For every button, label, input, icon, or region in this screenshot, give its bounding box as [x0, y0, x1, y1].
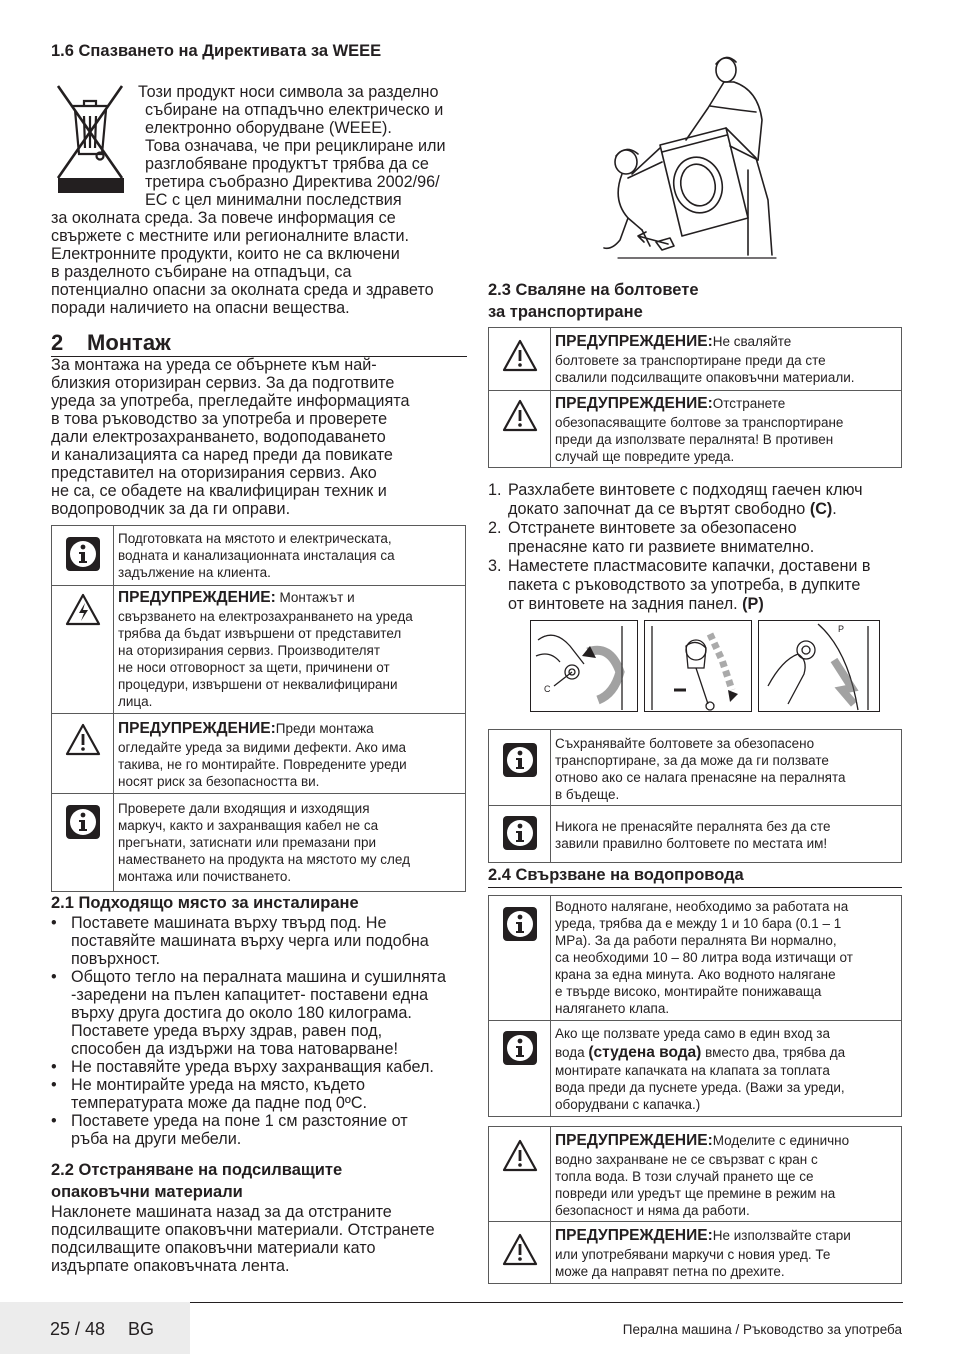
bullet: •	[51, 1058, 57, 1076]
text-line: уреда за употреба, прегледайте информацията	[51, 392, 410, 410]
text-line: Наклонете машината назад за да отстраните	[51, 1203, 392, 1221]
text-line: не са, се обадете на квалифициран техник и	[51, 482, 387, 500]
notice-line: Проверете дали входящия и изходящия	[118, 801, 370, 816]
warning-icon	[502, 1138, 538, 1174]
page-footer	[0, 1302, 954, 1354]
list-line: Не монтирайте уреда на място, където	[71, 1076, 366, 1094]
figure-panel-cap	[758, 620, 880, 712]
text-line: подсилващите опаковъчни материали. Отстранете	[51, 1221, 435, 1239]
list-line: Поставете уреда на поне 1 см разстояние от	[71, 1112, 408, 1130]
step-line: пренасяне като ги развиете внимателно.	[508, 538, 815, 556]
notice-line: маркуч, както и захранващия кабел не са	[118, 818, 379, 833]
page-number: 25 / 48	[50, 1319, 106, 1339]
list-line: Не поставяйте уреда върху захранващия кабел.	[71, 1058, 434, 1076]
info-table	[488, 895, 902, 1117]
section-2-3-heading: за транспортиране	[488, 303, 643, 321]
list-line: Общото тегло на пералната машина и сушилнята	[71, 968, 447, 986]
notice-line: Водното налягане, необходимо за работата на	[555, 899, 849, 914]
notice-line: в бъдеще.	[555, 787, 620, 802]
text-line: поради наличието на опасни вещества.	[51, 299, 350, 317]
section-2-1-heading: 2.1 Подходящо място за инсталиране	[51, 894, 359, 912]
figure-panel-pull	[644, 620, 752, 712]
notice-line: болтовете за транспортиране преди да сте	[555, 353, 826, 368]
notice-line: Никога не пренасяйте пералнята без да сте	[555, 819, 831, 834]
text-line: Това означава, че при рециклиране или	[145, 137, 446, 155]
text-line: водопроводчик за да ги оправи.	[51, 500, 291, 518]
notice-line: топла вода. В този случай прането ще се	[555, 1169, 814, 1184]
section-rule	[488, 887, 902, 888]
tilting-machine-illustration	[598, 50, 778, 265]
step-number: 2.	[488, 519, 502, 537]
notice-line: свързването на електрозахранването на уреда	[118, 609, 413, 624]
notice-line: носят риск за безопасността ви.	[118, 774, 320, 789]
weee-heading: 1.6 Спазването на Директивата за WEEE	[51, 42, 382, 60]
notice-line: задължение на клиента.	[118, 565, 271, 580]
text-line: издърпате опаковъчната лента.	[51, 1257, 290, 1275]
section-title: Монтаж	[87, 330, 171, 355]
list-line: способен да издържи на това натоварване!	[71, 1040, 398, 1058]
bullet: •	[51, 968, 57, 986]
list-line: повърхност.	[71, 950, 161, 968]
notice-line: вода (студена вода) вместо два, трябва да	[555, 1044, 846, 1061]
notice-line: транспортиране, за да може да ги ползвате	[555, 753, 829, 768]
text-line: дали електрозахранването, водоподаването	[51, 428, 386, 446]
notice-line: наместването на продукта на мястото му след	[118, 852, 410, 867]
info-icon	[65, 536, 101, 572]
notice-line: монтирате капачката на клапата за топлата	[555, 1063, 830, 1078]
info-icon	[502, 1030, 538, 1066]
notice-line: Подготовката на мястото и електрическата,	[118, 531, 392, 546]
notice-line: трябва да бъдат извършени от представител	[118, 626, 402, 641]
info-icon	[502, 742, 538, 778]
notice-line: Ако ще ползвате уреда само в един вход за	[555, 1026, 830, 1041]
notice-line: уреда, трябва да е между 1 и 10 бара (0.1 – 1	[555, 916, 842, 931]
text-line: близкия оторизиран сервиз. За да подготвите	[51, 374, 395, 392]
list-line: Поставете уреда върху здрав, равен под,	[71, 1022, 383, 1040]
notice-line: преди да използвате пералнята! В противен	[555, 432, 834, 447]
document-title: Перална машина / Ръководство за употреба	[622, 1322, 902, 1337]
notice-line: огледайте уреда за видими дефекти. Ако има	[118, 740, 406, 755]
notice-title-line: ПРЕДУПРЕЖДЕНИЕ:Моделите с единично	[555, 1132, 850, 1149]
bullet: •	[51, 1076, 57, 1094]
text-line: третира съобразно Директива 2002/96/	[145, 173, 440, 191]
text-line: в разделното събиране на отпадъци, са	[51, 263, 352, 281]
svg-text:C: C	[544, 684, 551, 694]
notice-line: отново ако се налага пренасяне на пералнята	[555, 770, 846, 785]
notice-line: или употребявани маркучи с новия уред. Те	[555, 1247, 831, 1262]
notice-line: са необходими 10 – 80 литра вода изтичащи от	[555, 950, 853, 965]
list-line: върху друга достига до около 180 килограма.	[71, 1004, 412, 1022]
section-2-3-heading: 2.3 Сваляне на болтовете	[488, 281, 699, 299]
notice-line: монтажа или почистването.	[118, 869, 292, 884]
text-line: EC с цел минимални последствия	[145, 191, 402, 209]
warning-table	[488, 1126, 902, 1284]
list-line: Поставете машината върху твърд под. Не	[71, 914, 387, 932]
text-line: потенциално опасни за околната среда и здравето	[51, 281, 434, 299]
warning-icon	[65, 722, 101, 758]
text-line: свържете с местните или регионалните власти.	[51, 227, 410, 245]
notice-line: оборудвани с капачка.)	[555, 1097, 701, 1112]
notice-line: MPa). За да работи пералнята Ви нормално,	[555, 933, 837, 948]
list-line: -заредени на пълен капацитет- поставени една	[71, 986, 429, 1004]
info-icon	[65, 804, 101, 840]
notice-title-line: ПРЕДУПРЕЖДЕНИЕ:Не използвайте стари	[555, 1227, 851, 1244]
text-line: подсилващите опаковъчни материали като	[51, 1239, 376, 1257]
step-line: Наместете пластмасовите капачки, доставени в	[508, 557, 871, 575]
step-line: докато започнат да се въртят свободно (C).	[508, 500, 837, 518]
notice-line: повреди или уредът ще премине в режим на	[555, 1186, 836, 1201]
text-line: Този продукт носи символа за разделно	[138, 83, 439, 101]
text-line: разглобяване продуктът трябва да се	[145, 155, 429, 173]
step-number: 1.	[488, 481, 502, 499]
step-number: 3.	[488, 557, 502, 575]
text-line: и канализацията са наред преди да повикате	[51, 446, 393, 464]
notice-line: прегънати, затиснати или премазани при	[118, 835, 377, 850]
electric-hazard-icon	[65, 592, 101, 628]
notice-line: случай ще повредите уреда.	[555, 449, 735, 464]
notice-line: свалили подсилващите опаковъчни материали.	[555, 370, 855, 385]
warning-table	[488, 327, 902, 468]
section-number: 2	[51, 330, 64, 355]
footer-rule	[190, 1302, 903, 1303]
text-line: За монтажа на уреда се обърнете към най-	[51, 356, 377, 374]
section-2-2-heading: опаковъчни материали	[51, 1183, 243, 1201]
notice-line: лица.	[118, 694, 153, 709]
notice-line: е твърде високо, монтирайте понижаваща	[555, 984, 822, 999]
section-2-4-heading: 2.4 Свързване на водопровода	[488, 866, 744, 884]
text-line: събиране на отпадъчно електрическо и	[145, 101, 444, 119]
figure-panel-wrench	[530, 620, 638, 712]
notice-line: може да направят петна по дрехите.	[555, 1264, 785, 1279]
notice-line: водната и канализационната инсталация са	[118, 548, 395, 563]
step-line: от винтовете на задния панел. (P)	[508, 595, 764, 613]
warning-icon	[502, 398, 538, 434]
info-icon	[502, 906, 538, 942]
step-line: Разхлабете винтовете с подходящ гаечен ключ	[508, 481, 863, 499]
bullet: •	[51, 914, 57, 932]
text-line: за околната среда. За повече информация се	[51, 209, 396, 227]
notice-line: безопасност и няма да работи.	[555, 1203, 750, 1218]
warning-icon	[502, 1232, 538, 1268]
notice-line: процедури, извършени от неквалифицирани	[118, 677, 398, 692]
section-2-2-heading: 2.2 Отстраняване на подсилващите	[51, 1161, 343, 1179]
weee-crossed-bin-icon	[54, 82, 126, 194]
list-line: температурата може да падне под 0ºC.	[71, 1094, 368, 1112]
text-line: в това ръководство за употреба и проверете	[51, 410, 388, 428]
notice-line: налягането клапа.	[555, 1001, 670, 1016]
notice-line: не носи отговорност за щети, причинени от	[118, 660, 390, 675]
info-table	[488, 729, 902, 863]
notice-title-line: ПРЕДУПРЕЖДЕНИЕ:Не сваляйте	[555, 333, 792, 350]
notice-line: Съхранявайте болтовете за обезопасено	[555, 736, 815, 751]
notice-title-line: ПРЕДУПРЕЖДЕНИЕ: Монтажът и	[118, 589, 355, 606]
step-line: пакета с ръководството за употреба, в дупките	[508, 576, 861, 594]
text-line: представител на оторизирания сервиз. Ако	[51, 464, 377, 482]
warning-icon	[502, 338, 538, 374]
notice-line: водно захранване не се свързват с кран с	[555, 1152, 818, 1167]
notice-line: на оторизирания сервиз. Производителят	[118, 643, 381, 658]
text-line: електронно оборудване (WEEE).	[145, 119, 392, 137]
bolt-removal-figure	[530, 620, 880, 712]
info-icon	[502, 815, 538, 851]
notice-line: крана за една минута. Ако водното налягане	[555, 967, 836, 982]
notice-line: завили правилно болтовете по местата им!	[555, 836, 828, 851]
svg-text:P: P	[838, 624, 845, 634]
language-code: BG	[128, 1319, 155, 1339]
step-line: Отстранете винтовете за обезопасено	[508, 519, 797, 537]
notice-line: вода преди да пуснете уреда. (Важи за уреди,	[555, 1080, 845, 1095]
notice-title-line: ПРЕДУПРЕЖДЕНИЕ:Преди монтажа	[118, 720, 374, 737]
list-line: ръба на други мебели.	[71, 1130, 242, 1148]
notice-line: такива, не го монтирайте. Повредените уреди	[118, 757, 407, 772]
notice-title-line: ПРЕДУПРЕЖДЕНИЕ:Отстранете	[555, 395, 786, 412]
bullet: •	[51, 1112, 57, 1130]
notice-line: обезопасяващите болтове за транспортиране	[555, 415, 844, 430]
text-line: Електронните продукти, които не са включени	[51, 245, 400, 263]
notice-table	[51, 525, 466, 892]
list-line: поставяйте машината върху черга или подобна	[71, 932, 429, 950]
